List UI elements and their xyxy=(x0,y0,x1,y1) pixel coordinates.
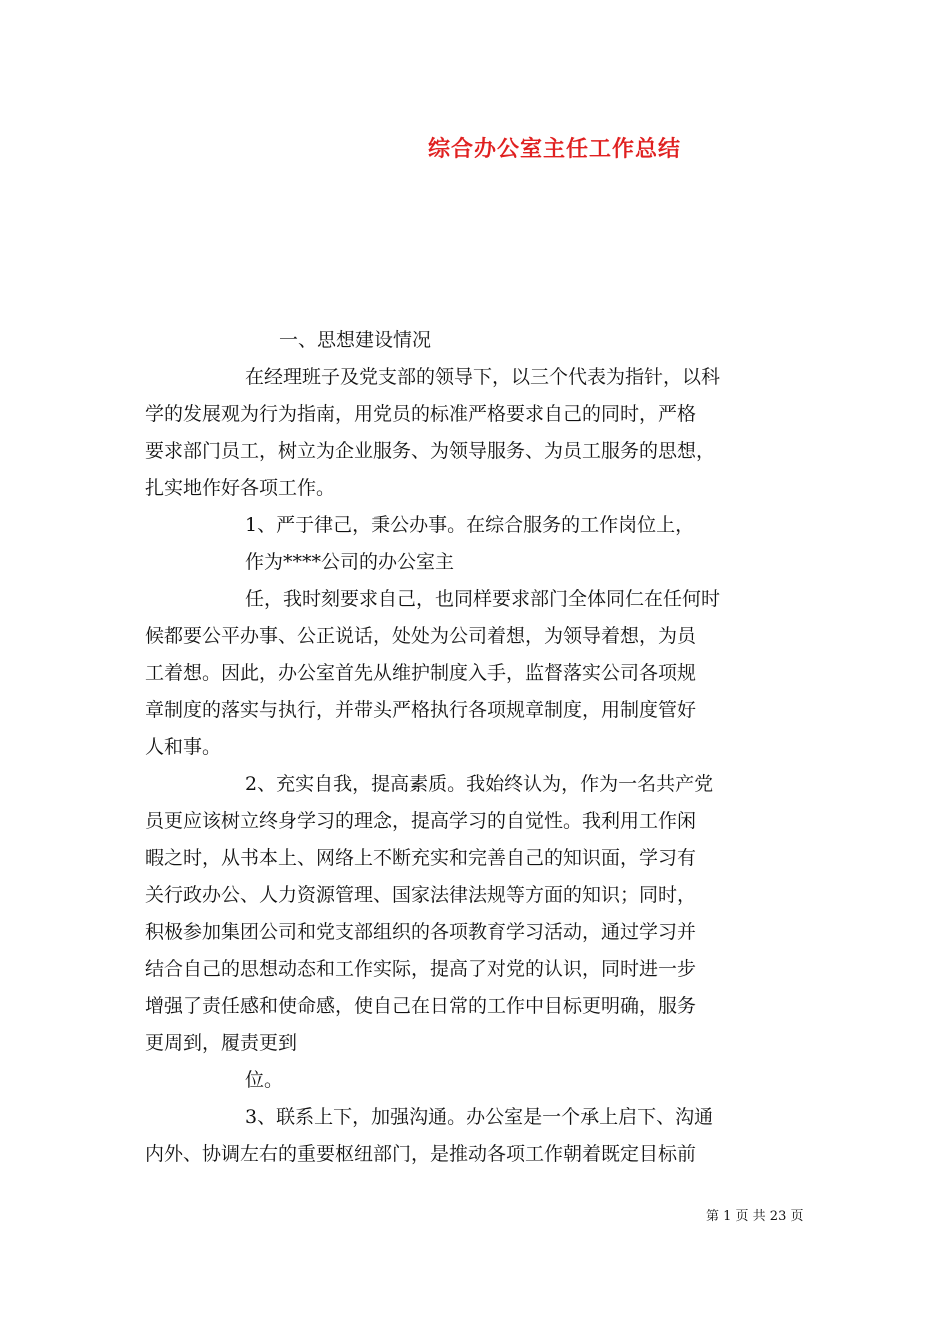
paragraph-line: 在经理班子及党支部的领导下，以三个代表为指针，以科 xyxy=(245,366,721,388)
paragraph-line: 人和事。 xyxy=(145,736,222,758)
section-heading: 一、思想建设情况 xyxy=(279,329,432,351)
paragraph-line: 积极参加集团公司和党支部组织的各项教育学习活动，通过学习并 xyxy=(145,921,697,943)
paragraph-line: 候都要公平办事、公正说话，处处为公司着想，为领导着想，为员 xyxy=(145,625,697,647)
paragraph-line: 位。 xyxy=(245,1069,284,1091)
paragraph-line: 更周到，履责更到 xyxy=(145,1032,298,1054)
paragraph-line: 3、联系上下，加强沟通。办公室是一个承上启下、沟通 xyxy=(245,1106,714,1128)
paragraph-line: 暇之时，从书本上、网络上不断充实和完善自己的知识面，学习有 xyxy=(145,847,697,869)
paragraph-line: 工着想。因此，办公室首先从维护制度入手，监督落实公司各项规 xyxy=(145,662,697,684)
paragraph-line: 增强了责任感和使命感，使自己在日常的工作中目标更明确，服务 xyxy=(145,995,697,1017)
document-body xyxy=(145,322,815,1173)
paragraph-line: 要求部门员工，树立为企业服务、为领导服务、为员工服务的思想， xyxy=(145,440,716,462)
paragraph-line: 作为****公司的办公室主 xyxy=(245,551,455,573)
paragraph-line: 学的发展观为行为指南，用党员的标准严格要求自己的同时，严格 xyxy=(145,403,697,425)
paragraph-line: 内外、协调左右的重要枢纽部门，是推动各项工作朝着既定目标前 xyxy=(145,1143,697,1165)
paragraph-line: 结合自己的思想动态和工作实际，提高了对党的认识，同时进一步 xyxy=(145,958,697,980)
paragraph-line: 章制度的落实与执行，并带头严格执行各项规章制度，用制度管好 xyxy=(145,699,697,721)
paragraph-line: 关行政办公、人力资源管理、国家法律法规等方面的知识；同时， xyxy=(145,884,697,906)
paragraph-line: 任，我时刻要求自己，也同样要求部门全体同仁在任何时 xyxy=(245,588,721,610)
paragraph-line: 2、充实自我，提高素质。我始终认为，作为一名共产党 xyxy=(245,773,714,795)
document-title: 综合办公室主任工作总结 xyxy=(428,136,682,162)
page-number: 第 1 页 共 23 页 xyxy=(706,1209,804,1224)
paragraph-line: 员更应该树立终身学习的理念，提高学习的自觉性。我利用工作闲 xyxy=(145,810,697,832)
paragraph-line: 1、严于律己，秉公办事。在综合服务的工作岗位上， xyxy=(245,514,695,536)
paragraph-line: 扎实地作好各项工作。 xyxy=(145,477,336,499)
